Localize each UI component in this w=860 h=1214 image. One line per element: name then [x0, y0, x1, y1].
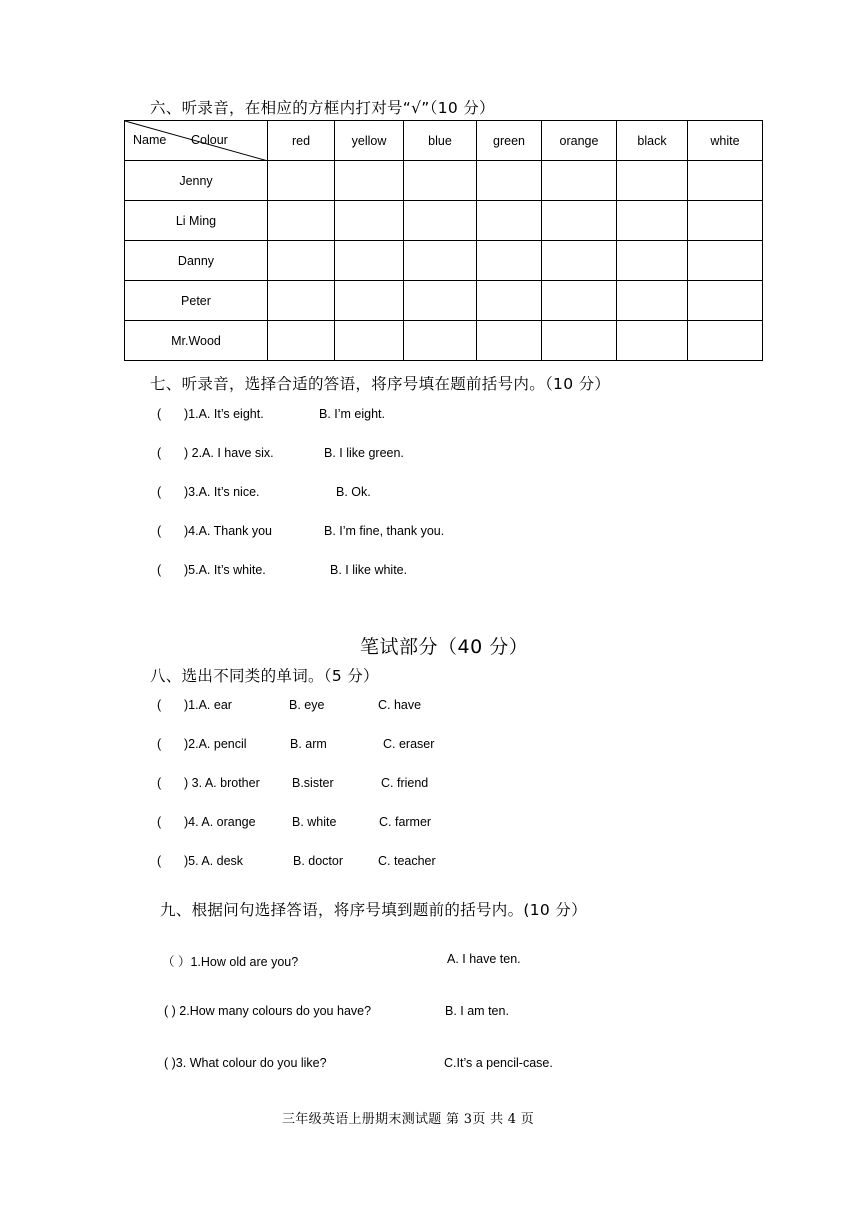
section-9-heading: 九、根据问句选择答语，将序号填到题前的括号内。(10 分）: [160, 901, 587, 919]
question-option-a: )3.A. It’s nice.: [184, 485, 260, 499]
question-option-a: )4.A. Thank you: [184, 524, 273, 538]
word-option-a: )4. A. orange: [184, 815, 256, 829]
word-option-c: C. farmer: [379, 815, 432, 829]
match-answer: C.It’s a pencil-case.: [444, 1056, 553, 1070]
word-option-a: )5. A. desk: [184, 854, 244, 868]
word-option-b: B. doctor: [293, 854, 344, 868]
match-answer: A. I have ten.: [447, 952, 521, 966]
check-box-cell[interactable]: [477, 321, 542, 361]
word-option-c: C. teacher: [378, 854, 436, 868]
question-option-a: ) 2.A. I have six.: [184, 446, 274, 460]
word-option-a: ) 3. A. brother: [184, 776, 260, 790]
match-question[interactable]: （ ）1.How old are you?: [162, 955, 299, 969]
answer-paren[interactable]: (: [157, 776, 162, 790]
question-option-b: B. I’m eight.: [319, 407, 385, 421]
question-option-a: )5.A. It’s white.: [184, 563, 266, 577]
check-box-cell[interactable]: [542, 241, 617, 281]
table-row: [125, 241, 763, 281]
check-box-cell[interactable]: [477, 241, 542, 281]
match-question[interactable]: ( ) 2.How many colours do you have?: [164, 1004, 372, 1018]
answer-paren[interactable]: (: [157, 698, 162, 712]
question-option-a: )1.A. It’s eight.: [184, 407, 264, 421]
name-cell: Peter: [125, 281, 268, 321]
check-box-cell[interactable]: [477, 201, 542, 241]
check-box-cell[interactable]: [688, 161, 763, 201]
check-box-cell[interactable]: [268, 201, 335, 241]
answer-paren[interactable]: (: [157, 485, 162, 499]
answer-paren[interactable]: (: [157, 854, 162, 868]
word-option-b: B.sister: [292, 776, 334, 790]
word-option-c: C. friend: [381, 776, 429, 790]
answer-paren[interactable]: (: [157, 407, 162, 421]
word-option-c: C. have: [378, 698, 422, 712]
table-corner-cell: [125, 121, 268, 161]
check-box-cell[interactable]: [542, 321, 617, 361]
name-cell: Jenny: [125, 161, 268, 201]
check-box-cell[interactable]: [268, 321, 335, 361]
check-box-cell[interactable]: [335, 161, 404, 201]
table-row: [125, 161, 763, 201]
colour-header: green: [477, 121, 542, 161]
check-box-cell[interactable]: [404, 281, 477, 321]
match-question[interactable]: ( )3. What colour do you like?: [164, 1056, 327, 1070]
colour-header: blue: [404, 121, 477, 161]
table-row: [125, 281, 763, 321]
section-6-heading: 六、听录音，在相应的方框内打对号“√”（10 分）: [150, 99, 495, 117]
question-option-b: B. I like white.: [330, 563, 408, 577]
match-answer: B. I am ten.: [445, 1004, 509, 1018]
colour-header: white: [688, 121, 763, 161]
question-option-b: B. I’m fine, thank you.: [324, 524, 445, 538]
check-box-cell[interactable]: [542, 201, 617, 241]
check-box-cell[interactable]: [688, 281, 763, 321]
name-cell: Danny: [125, 241, 268, 281]
check-box-cell[interactable]: [617, 241, 688, 281]
check-box-cell[interactable]: [404, 201, 477, 241]
answer-paren[interactable]: (: [157, 815, 162, 829]
answer-paren[interactable]: (: [157, 563, 162, 577]
colour-header: orange: [542, 121, 617, 161]
word-option-b: B. eye: [289, 698, 325, 712]
check-box-cell[interactable]: [335, 321, 404, 361]
check-box-cell[interactable]: [617, 281, 688, 321]
written-part-title: 笔试部分（40 分）: [360, 636, 529, 658]
word-option-a: )2.A. pencil: [184, 737, 247, 751]
check-box-cell[interactable]: [688, 321, 763, 361]
colour-check-table: [124, 120, 763, 361]
check-box-cell[interactable]: [617, 201, 688, 241]
check-box-cell[interactable]: [404, 161, 477, 201]
check-box-cell[interactable]: [688, 201, 763, 241]
table-row: [125, 201, 763, 241]
check-box-cell[interactable]: [617, 161, 688, 201]
page-footer: 三年级英语上册期末测试题 第 3页 共 4 页: [282, 1112, 535, 1127]
word-option-c: C. eraser: [383, 737, 435, 751]
section-8-heading: 八、选出不同类的单词。（5 分）: [150, 667, 379, 685]
word-option-b: B. white: [292, 815, 337, 829]
header-name-label: Name: [133, 133, 167, 147]
question-option-b: B. Ok.: [336, 485, 371, 499]
check-box-cell[interactable]: [268, 161, 335, 201]
check-box-cell[interactable]: [335, 241, 404, 281]
check-box-cell[interactable]: [404, 241, 477, 281]
check-box-cell[interactable]: [268, 281, 335, 321]
name-cell: Mr.Wood: [125, 321, 268, 361]
check-box-cell[interactable]: [542, 161, 617, 201]
table-header-row: [125, 121, 763, 161]
check-box-cell[interactable]: [542, 281, 617, 321]
check-box-cell[interactable]: [477, 281, 542, 321]
header-colour-label: Colour: [191, 133, 228, 147]
name-cell: Li Ming: [125, 201, 268, 241]
answer-paren[interactable]: (: [157, 446, 162, 460]
check-box-cell[interactable]: [688, 241, 763, 281]
colour-header: red: [268, 121, 335, 161]
word-option-a: )1.A. ear: [184, 698, 232, 712]
answer-paren[interactable]: (: [157, 524, 162, 538]
answer-paren[interactable]: (: [157, 737, 162, 751]
check-box-cell[interactable]: [268, 241, 335, 281]
check-box-cell[interactable]: [335, 281, 404, 321]
question-option-b: B. I like green.: [324, 446, 404, 460]
check-box-cell[interactable]: [335, 201, 404, 241]
check-box-cell[interactable]: [617, 321, 688, 361]
section-7-heading: 七、听录音，选择合适的答语，将序号填在题前括号内。（10 分）: [150, 375, 611, 393]
table-row: [125, 321, 763, 361]
colour-header: yellow: [335, 121, 404, 161]
word-option-b: B. arm: [290, 737, 327, 751]
check-box-cell[interactable]: [404, 321, 477, 361]
check-box-cell[interactable]: [477, 161, 542, 201]
colour-header: black: [617, 121, 688, 161]
